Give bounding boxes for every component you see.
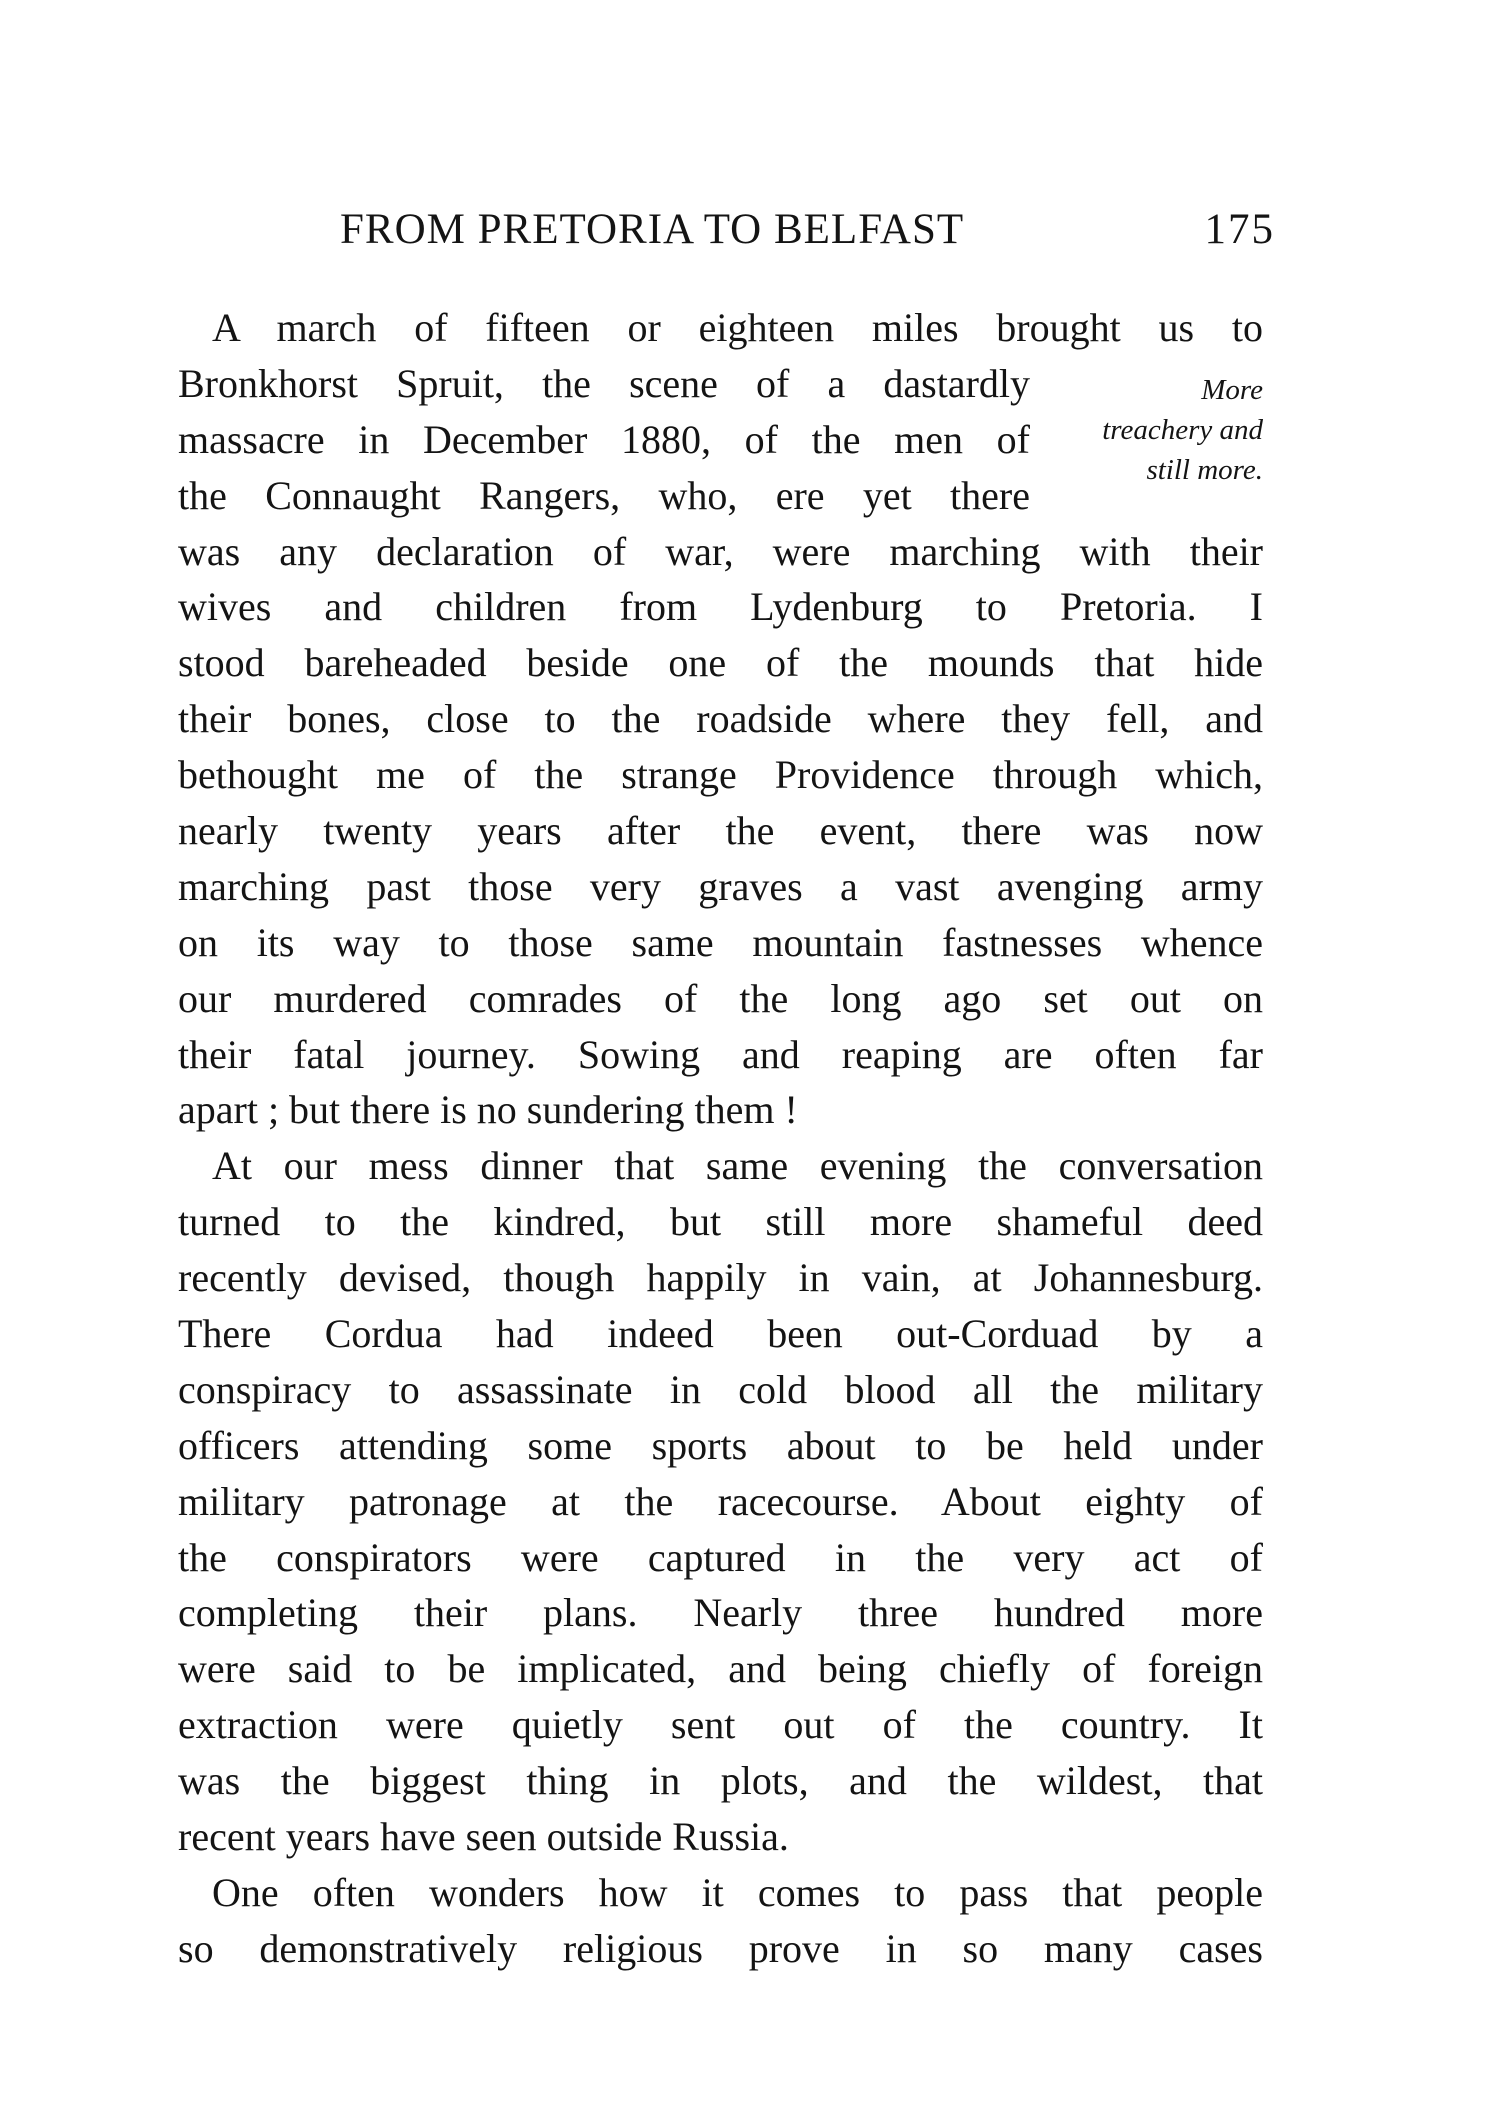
text-line: officers attending some sports about to be held under — [178, 1422, 1263, 1468]
text-line: on its way to those same mountain fastnesses whence — [178, 919, 1263, 965]
text-line: recent years have seen outside Russia. — [178, 1814, 789, 1860]
page-number: 175 — [1204, 206, 1275, 253]
running-title: FROM PRETORIA TO BELFAST — [340, 206, 965, 253]
text-line: wives and children from Lydenburg to Pretoria. I — [178, 584, 1263, 630]
paragraph-2 — [178, 1138, 1263, 1865]
paragraph-1 — [178, 300, 1263, 1138]
text-line: military patronage at the racecourse. About eighty of — [178, 1478, 1263, 1524]
paragraph-3 — [178, 1865, 1263, 1977]
text-line: stood bareheaded beside one of the mounds that hide — [178, 640, 1263, 686]
text-line: recently devised, though happily in vain, at Johannesburg. — [178, 1255, 1263, 1301]
text-line: completing their plans. Nearly three hundred more — [178, 1590, 1263, 1636]
text-line: massacre in December 1880, of the men of — [178, 416, 1030, 462]
margin-note-line: More — [1201, 374, 1263, 406]
text-line: A march of fifteen or eighteen miles brought us to — [212, 305, 1263, 350]
text-line: were said to be implicated, and being chiefly of foreign — [178, 1646, 1263, 1692]
margin-note-line: treachery and — [1102, 414, 1263, 446]
text-line: their fatal journey. Sowing and reaping are often far — [178, 1031, 1263, 1077]
text-line: our murdered comrades of the long ago set out on — [178, 975, 1263, 1021]
text-line: marching past those very graves a vast avenging army — [178, 863, 1263, 909]
text-line: extraction were quietly sent out of the country. It — [178, 1702, 1263, 1748]
text-line: was any declaration of war, were marching with their — [178, 528, 1263, 574]
text-line: the Connaught Rangers, who, ere yet there — [178, 472, 1030, 518]
page-header — [340, 200, 1275, 260]
text-line: At our mess dinner that same evening the conversation — [212, 1143, 1263, 1189]
text-line: was the biggest thing in plots, and the wildest, that — [178, 1758, 1263, 1804]
text-line: turned to the kindred, but still more shameful deed — [178, 1199, 1263, 1245]
body-text — [178, 300, 1263, 1977]
text-line: Bronkhorst Spruit, the scene of a dastardly — [178, 360, 1030, 406]
text-line: their bones, close to the roadside where they fell, and — [178, 696, 1263, 742]
text-line: the conspirators were captured in the very act of — [178, 1534, 1263, 1580]
text-line: so demonstratively religious prove in so many cases — [178, 1925, 1263, 1971]
text-line: There Cordua had indeed been out-Corduad by a — [178, 1311, 1263, 1357]
text-line: apart ; but there is no sundering them ! — [178, 1087, 798, 1133]
margin-note-line: still more. — [1146, 454, 1263, 486]
text-line: One often wonders how it comes to pass that people — [212, 1869, 1263, 1915]
text-line: bethought me of the strange Providence through which, — [178, 752, 1263, 798]
text-line: conspiracy to assassinate in cold blood all the military — [178, 1366, 1263, 1412]
text-line: nearly twenty years after the event, there was now — [178, 808, 1263, 854]
